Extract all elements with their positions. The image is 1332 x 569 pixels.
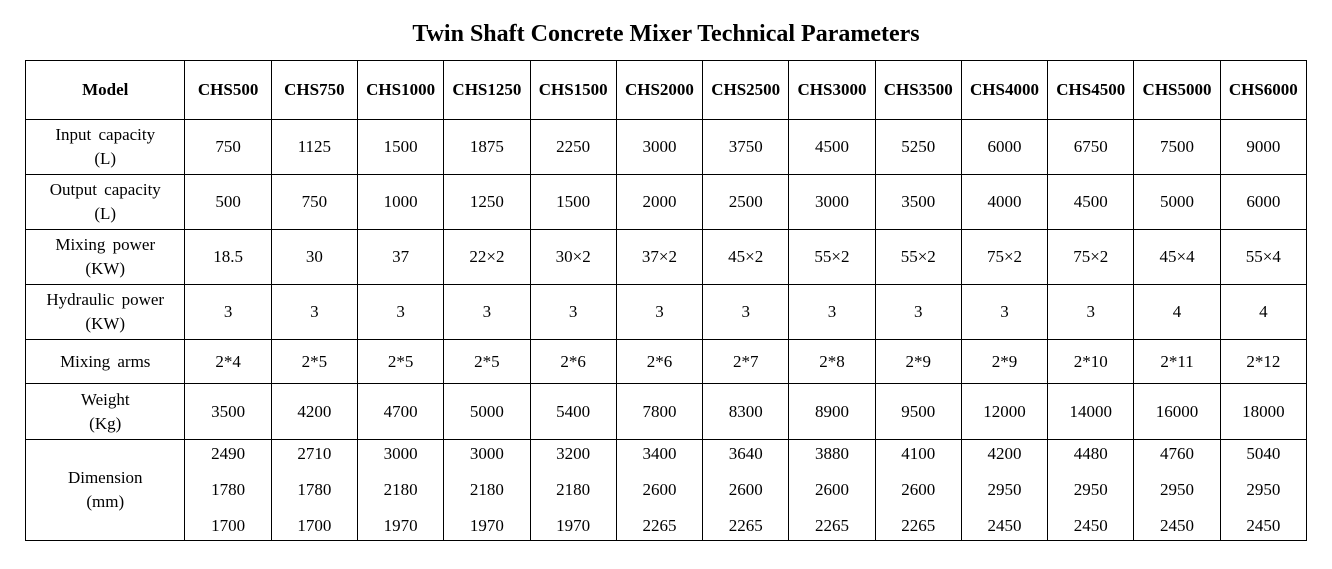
table-cell: 37 (358, 230, 444, 285)
row-label-mixing-power (26, 230, 185, 285)
table-cell: 4000 (961, 175, 1047, 230)
table-row-mixing-power (26, 230, 1307, 285)
table-cell: 3 (616, 285, 702, 340)
dimension-value: 3640 (728, 444, 763, 463)
table-cell: 2*10 (1048, 340, 1134, 384)
table-row-mixing-arms (26, 340, 1307, 384)
dimension-cell (1134, 440, 1220, 541)
table-cell: 1000 (358, 175, 444, 230)
table-row-output-capacity (26, 175, 1307, 230)
table-cell: 2*5 (358, 340, 444, 384)
row-label-input-capacity (26, 120, 185, 175)
table-cell: 30×2 (530, 230, 616, 285)
dimension-cell (185, 440, 271, 541)
table-cell: 55×2 (789, 230, 875, 285)
dimension-value: 2265 (728, 516, 763, 535)
table-cell: 4700 (358, 384, 444, 440)
row-label-text: Input capacity (L) (55, 125, 156, 168)
table-row-dimension (26, 440, 1307, 541)
table-cell: 3 (271, 285, 357, 340)
dimension-value: 3000 (383, 444, 418, 463)
dimension-cell (271, 440, 357, 541)
table-cell: 2*6 (530, 340, 616, 384)
dimension-value: 2450 (1073, 516, 1108, 535)
table-cell: 7500 (1134, 120, 1220, 175)
dimension-value: 3000 (469, 444, 504, 463)
row-label-output-capacity (26, 175, 185, 230)
table-cell: 2*11 (1134, 340, 1220, 384)
table-cell: 5000 (444, 384, 530, 440)
row-label-text: Mixing arms (60, 351, 151, 371)
row-label-hydraulic-power (26, 285, 185, 340)
dimension-cell (1048, 440, 1134, 541)
dimension-value: 2600 (901, 480, 936, 499)
row-label-text: Output capacity (L) (49, 180, 161, 223)
table-cell: 9000 (1220, 120, 1306, 175)
page-title: Twin Shaft Concrete Mixer Technical Parameters (412, 21, 920, 47)
table-cell: 2500 (703, 175, 789, 230)
table-cell: 3 (530, 285, 616, 340)
table-row-hydraulic-power (26, 285, 1307, 340)
table-cell: 55×4 (1220, 230, 1306, 285)
table-cell: 18000 (1220, 384, 1306, 440)
table-cell: 2*5 (271, 340, 357, 384)
dimension-stack (703, 442, 788, 538)
dimension-value: 1700 (211, 516, 246, 535)
table-cell: 45×4 (1134, 230, 1220, 285)
header-model-chs3000: CHS3000 (789, 61, 875, 120)
header-model-chs1500: CHS1500 (530, 61, 616, 120)
table-cell: 2*4 (185, 340, 271, 384)
dimension-cell (358, 440, 444, 541)
table-cell: 2*6 (616, 340, 702, 384)
dimension-value: 4480 (1073, 444, 1108, 463)
table-cell: 4500 (789, 120, 875, 175)
table-cell: 6750 (1048, 120, 1134, 175)
table-cell: 2*12 (1220, 340, 1306, 384)
dimension-stack (185, 442, 270, 538)
dimension-stack (876, 442, 961, 538)
dimension-stack (1134, 442, 1219, 538)
dimension-value: 2600 (814, 480, 849, 499)
table-cell: 22×2 (444, 230, 530, 285)
dimension-cell (875, 440, 961, 541)
table-cell: 3 (703, 285, 789, 340)
table-cell: 1500 (530, 175, 616, 230)
table-header-row (26, 61, 1307, 120)
table-cell: 30 (271, 230, 357, 285)
table-cell: 1500 (358, 120, 444, 175)
table-cell: 8300 (703, 384, 789, 440)
dimension-cell (1220, 440, 1306, 541)
table-cell: 12000 (961, 384, 1047, 440)
header-model-chs500: CHS500 (185, 61, 271, 120)
dimension-value: 1780 (211, 480, 246, 499)
table-cell: 1125 (271, 120, 357, 175)
dimension-value: 2950 (987, 480, 1022, 499)
dimension-value: 3400 (642, 444, 677, 463)
table-cell: 4 (1134, 285, 1220, 340)
header-model-chs2000: CHS2000 (616, 61, 702, 120)
table-cell: 3 (444, 285, 530, 340)
header-model-chs6000: CHS6000 (1220, 61, 1306, 120)
dimension-value: 3200 (556, 444, 591, 463)
dimension-value: 2710 (297, 444, 332, 463)
dimension-value: 2450 (1246, 516, 1281, 535)
dimension-value: 4100 (901, 444, 936, 463)
table-cell: 9500 (875, 384, 961, 440)
dimension-value: 2180 (469, 480, 504, 499)
dimension-stack (358, 442, 443, 538)
row-label-weight (26, 384, 185, 440)
table-cell: 5250 (875, 120, 961, 175)
table-cell: 500 (185, 175, 271, 230)
row-label-text: Hydraulic power (KW) (46, 290, 165, 333)
header-model-chs3500: CHS3500 (875, 61, 961, 120)
table-cell: 1250 (444, 175, 530, 230)
table-cell: 55×2 (875, 230, 961, 285)
table-cell: 3500 (185, 384, 271, 440)
table-cell: 750 (185, 120, 271, 175)
dimension-value: 2265 (901, 516, 936, 535)
header-model-chs5000: CHS5000 (1134, 61, 1220, 120)
dimension-value: 1780 (297, 480, 332, 499)
table-row-input-capacity (26, 120, 1307, 175)
table-cell: 2*9 (961, 340, 1047, 384)
table-cell: 6000 (961, 120, 1047, 175)
table-cell: 3000 (789, 175, 875, 230)
table-cell: 2*9 (875, 340, 961, 384)
table-cell: 7800 (616, 384, 702, 440)
header-model-label: Model (26, 61, 185, 120)
dimension-value: 4760 (1160, 444, 1195, 463)
dimension-value: 2265 (814, 516, 849, 535)
table-cell: 2000 (616, 175, 702, 230)
dimension-cell (789, 440, 875, 541)
row-label-text: Mixing power (KW) (55, 235, 156, 278)
dimension-stack (1048, 442, 1133, 538)
header-model-chs1250: CHS1250 (444, 61, 530, 120)
dimension-value: 3880 (814, 444, 849, 463)
dimension-stack (962, 442, 1047, 538)
table-cell: 5400 (530, 384, 616, 440)
header-model-chs750: CHS750 (271, 61, 357, 120)
dimension-value: 5040 (1246, 444, 1281, 463)
header-model-chs1000: CHS1000 (358, 61, 444, 120)
dimension-value: 2600 (728, 480, 763, 499)
table-cell: 75×2 (961, 230, 1047, 285)
row-label-text: Weight (Kg) (80, 389, 130, 433)
row-label-dimension (26, 440, 185, 541)
dimension-cell (444, 440, 530, 541)
table-cell: 37×2 (616, 230, 702, 285)
dimension-value: 4200 (987, 444, 1022, 463)
table-cell: 6000 (1220, 175, 1306, 230)
table-cell: 3 (961, 285, 1047, 340)
table-cell: 4500 (1048, 175, 1134, 230)
dimension-cell (961, 440, 1047, 541)
dimension-value: 2950 (1073, 480, 1108, 499)
header-model-chs4000: CHS4000 (961, 61, 1047, 120)
header-model-chs2500: CHS2500 (703, 61, 789, 120)
dimension-value: 1970 (556, 516, 591, 535)
dimension-stack (789, 442, 874, 538)
dimension-value: 1970 (469, 516, 504, 535)
dimension-value: 2950 (1160, 480, 1195, 499)
dimension-value: 2180 (383, 480, 418, 499)
table-cell: 5000 (1134, 175, 1220, 230)
table-cell: 3 (358, 285, 444, 340)
table-cell: 3500 (875, 175, 961, 230)
dimension-value: 2450 (1160, 516, 1195, 535)
table-cell: 16000 (1134, 384, 1220, 440)
table-cell: 3750 (703, 120, 789, 175)
row-label-text: Dimension (mm) (67, 468, 143, 511)
dimension-stack (272, 442, 357, 538)
table-cell: 75×2 (1048, 230, 1134, 285)
header-model-chs4500: CHS4500 (1048, 61, 1134, 120)
dimension-value: 2265 (642, 516, 677, 535)
table-cell: 3 (789, 285, 875, 340)
dimension-cell (616, 440, 702, 541)
table-cell: 2*8 (789, 340, 875, 384)
table-cell: 3 (1048, 285, 1134, 340)
table-cell: 750 (271, 175, 357, 230)
table-cell: 14000 (1048, 384, 1134, 440)
table-cell: 18.5 (185, 230, 271, 285)
dimension-value: 2450 (987, 516, 1022, 535)
table-cell: 3000 (616, 120, 702, 175)
dimension-stack (1221, 442, 1306, 538)
table-cell: 1875 (444, 120, 530, 175)
dimension-cell (703, 440, 789, 541)
dimension-value: 2180 (556, 480, 591, 499)
dimension-value: 1700 (297, 516, 332, 535)
table-cell: 4 (1220, 285, 1306, 340)
table-cell: 2250 (530, 120, 616, 175)
parameters-table (25, 60, 1307, 541)
dimension-value: 2490 (211, 444, 246, 463)
row-label-mixing-arms (26, 340, 185, 384)
table-cell: 3 (185, 285, 271, 340)
dimension-stack (444, 442, 529, 538)
table-cell: 4200 (271, 384, 357, 440)
table-cell: 3 (875, 285, 961, 340)
dimension-cell (530, 440, 616, 541)
dimension-value: 2600 (642, 480, 677, 499)
dimension-stack (531, 442, 616, 538)
table-cell: 2*7 (703, 340, 789, 384)
table-row-weight (26, 384, 1307, 440)
dimension-value: 1970 (383, 516, 418, 535)
table-cell: 8900 (789, 384, 875, 440)
table-cell: 2*5 (444, 340, 530, 384)
table-cell: 45×2 (703, 230, 789, 285)
dimension-value: 2950 (1246, 480, 1281, 499)
dimension-stack (617, 442, 702, 538)
